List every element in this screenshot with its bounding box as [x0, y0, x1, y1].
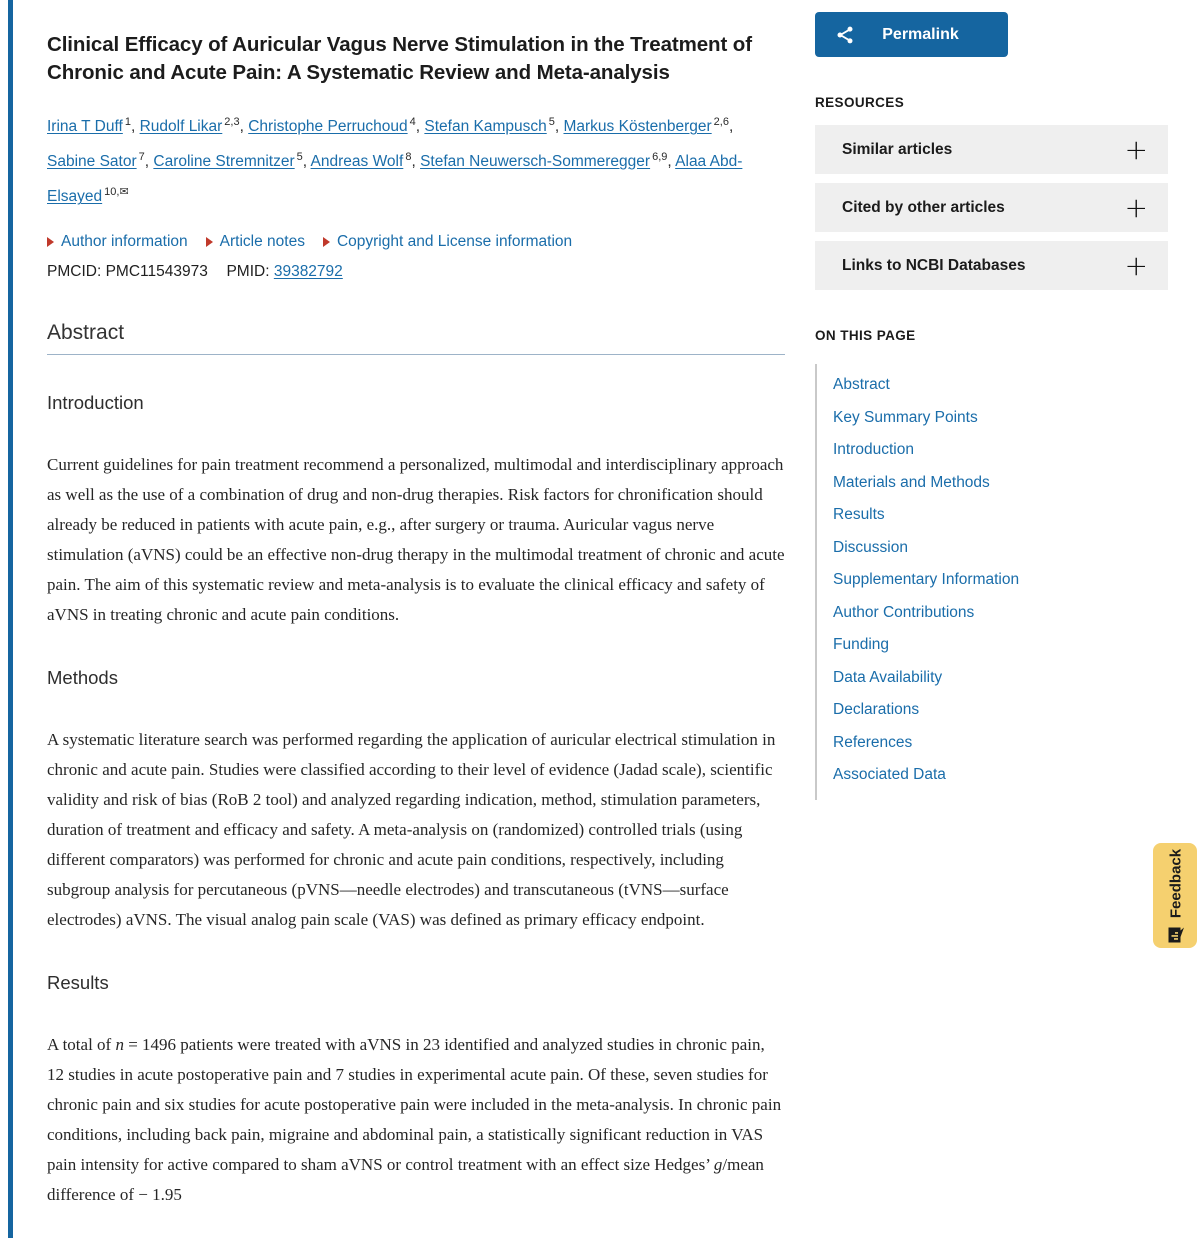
toc-link[interactable]: Declarations: [833, 701, 920, 718]
accordion-row[interactable]: [815, 241, 1168, 290]
plus-icon: +: [1124, 248, 1148, 282]
accordion-label: Similar articles: [842, 140, 953, 158]
author: [424, 118, 563, 135]
on-this-page-heading: ON THIS PAGE: [815, 328, 916, 343]
article-ids: [47, 263, 785, 281]
toc-link[interactable]: Discussion: [833, 538, 908, 556]
toc-item: [833, 532, 1168, 565]
author-link[interactable]: Caroline Stremnitzer: [153, 153, 295, 171]
abstract-section: [47, 667, 785, 935]
meta-link-label: Copyright and License information: [336, 233, 573, 251]
feedback-inner: [1153, 843, 1197, 948]
toc-link[interactable]: Author Contributions: [833, 603, 975, 621]
author-link[interactable]: Stefan Neuwersch-Sommeregger: [420, 153, 651, 171]
toc-link[interactable]: Materials and Methods: [833, 473, 990, 491]
meta-link[interactable]: [323, 233, 572, 251]
toc-link[interactable]: References: [833, 733, 913, 751]
toc-item: [833, 434, 1168, 467]
permalink-button[interactable]: [815, 12, 1008, 57]
section-heading: Results: [47, 972, 109, 994]
author-link[interactable]: Irina T Duff: [47, 118, 123, 136]
arrow-right-icon: [206, 237, 213, 247]
toc-link[interactable]: Key Summary Points: [833, 408, 978, 426]
arrow-right-icon: [323, 237, 330, 247]
permalink-label: Permalink: [882, 25, 959, 43]
left-accent-bar: [8, 0, 13, 1238]
author-link[interactable]: Alaa Abd-Elsayed: [47, 153, 743, 206]
toc-item: [833, 629, 1168, 662]
resources-accordions: [815, 125, 1168, 290]
section-paragraph: A systematic literature search was performed regarding the application of auricular electrical stimulation in chronic and acute pain. Studies were classified according to their level of evidence (Jadad scale), scientific validity and risk of bias (RoB 2 tool) and analyzed regarding indication, method, stimulation parameters, duration of treatment and efficacy and safety. A meta-analysis on (randomized) controlled trials (using different comparators) was performed for chronic and acute pain conditions, respectively, including subgroup analysis for percutaneous (pVNS—needle electrodes) and transcutaneous (tVNS—surface electrodes) aVNS. The visual analog pain scale (VAS) was defined as primary efficacy endpoint.: [47, 730, 776, 930]
toc-link[interactable]: Funding: [833, 636, 890, 653]
toc-item: [833, 694, 1168, 727]
abstract-sections: [47, 392, 785, 1210]
toc-item: [833, 597, 1168, 630]
author: [420, 153, 675, 170]
author: [47, 118, 140, 135]
author-affiliation-sup: 10,✉: [104, 186, 129, 199]
toc-item: [833, 467, 1168, 500]
meta-link[interactable]: [47, 233, 188, 251]
author-separator: ,: [411, 153, 421, 171]
author-affiliation-sup: 2,6: [713, 116, 729, 128]
toc-link[interactable]: Results: [833, 506, 885, 523]
author: [563, 118, 733, 135]
accordion-row[interactable]: [815, 183, 1168, 232]
author-separator: ,: [144, 153, 154, 171]
accordion-label: Cited by other articles: [842, 198, 1005, 216]
toc-item: [833, 727, 1168, 760]
author-affiliation-sup: 4: [409, 116, 416, 128]
toc-item: [833, 662, 1168, 695]
author-affiliation-sup: 8: [405, 151, 412, 164]
resources-heading: RESOURCES: [815, 95, 905, 110]
author: [47, 153, 153, 170]
toc-link[interactable]: Associated Data: [833, 766, 946, 783]
author-link[interactable]: Christophe Perruchoud: [248, 118, 408, 136]
feedback-bubble-icon: [1167, 926, 1184, 943]
author-link[interactable]: Andreas Wolf: [310, 153, 404, 171]
plus-icon: +: [1124, 190, 1148, 224]
author-link[interactable]: Markus Köstenberger: [563, 118, 712, 136]
section-paragraph: A total of n = 1496 patients were treated with aVNS in 23 identified and analyzed studies in chronic pain, 12 studies in acute postoperative pain and 7 studies in experimental acute pain. Of these, seven studies for chronic pain and six studies for acute postoperative pain were included in the meta-analysis. In chronic pain conditions, including back pain, migraine and abdominal pain, a statistically significant reduction in VAS pain intensity for active compared to sham aVNS or control treatment with an effect size Hedges’ g/mean difference of − 1.95: [47, 1035, 782, 1205]
article-main: [47, 0, 785, 1210]
toc-item: [833, 759, 1168, 792]
author-affiliation-sup: 6,9: [652, 151, 668, 164]
author-separator: ,: [554, 118, 564, 136]
toc-item: [833, 369, 1168, 402]
author-affiliation-sup: 1: [124, 116, 131, 128]
abstract-section: [47, 972, 785, 1210]
pmcid-value: PMC11543973: [105, 263, 208, 281]
author-affiliation-sup: 5: [548, 116, 555, 128]
author: [140, 118, 249, 135]
author-separator: ,: [239, 118, 249, 136]
accordion-label: Links to NCBI Databases: [842, 256, 1026, 274]
pmcid-label: PMCID:: [47, 263, 102, 281]
feedback-button[interactable]: [1153, 843, 1197, 948]
author-affiliation-sup: 5: [296, 151, 303, 164]
toc-link[interactable]: Introduction: [833, 441, 914, 458]
toc-link[interactable]: Data Availability: [833, 668, 943, 686]
author-separator: ,: [302, 153, 311, 171]
author-affiliation-sup: 7: [138, 151, 145, 164]
author-link[interactable]: Stefan Kampusch: [424, 118, 547, 136]
article-meta-links: [47, 233, 785, 251]
plus-icon: +: [1124, 132, 1148, 166]
author-link[interactable]: Rudolf Likar: [139, 118, 223, 136]
abstract-section: [47, 392, 785, 630]
author: [248, 118, 424, 135]
arrow-right-icon: [47, 237, 54, 247]
section-heading: Methods: [47, 667, 118, 689]
meta-link-label: Article notes: [219, 233, 305, 251]
author-separator: ,: [667, 153, 676, 171]
sidebar: [815, 0, 1168, 800]
author-separator: ,: [130, 118, 140, 136]
author: [153, 153, 310, 170]
author-separator: ,: [415, 118, 425, 136]
accordion-row[interactable]: [815, 125, 1168, 174]
feedback-label: Feedback: [1166, 848, 1184, 918]
author-separator: ,: [728, 118, 734, 136]
pmid-link[interactable]: 39382792: [273, 263, 343, 281]
section-paragraph: Current guidelines for pain treatment recommend a personalized, multimodal and interdisciplinary approach as well as the use of a combination of drug and non-drug therapies. Risk factors for chronification should already be reduced in patients with acute pain, e.g., after surgery or trauma. Auricular vagus nerve stimulation (aVNS) could be an effective non-drug therapy in the multimodal treatment of chronic and acute pain. The aim of this systematic review and meta-analysis is to evaluate the clinical efficacy and safety of aVNS in treating chronic and acute pain conditions.: [47, 455, 785, 625]
abstract-heading: Abstract: [47, 321, 785, 355]
meta-link-label: Author information: [61, 233, 188, 251]
meta-link[interactable]: [206, 233, 305, 251]
toc-item: [833, 402, 1168, 435]
toc-link[interactable]: Abstract: [833, 376, 890, 393]
toc-item: [833, 564, 1168, 597]
section-heading: Introduction: [47, 392, 144, 414]
author-link[interactable]: Sabine Sator: [47, 153, 137, 171]
on-this-page-nav: [815, 364, 1168, 800]
authors-line: [47, 107, 785, 212]
toc-item: [833, 499, 1168, 532]
share-icon: [835, 25, 855, 45]
author-affiliation-sup: 2,3: [224, 116, 240, 128]
author: [311, 153, 421, 170]
toc-link[interactable]: Supplementary Information: [833, 571, 1020, 588]
pmid-label: PMID:: [226, 263, 270, 281]
page-title: Clinical Efficacy of Auricular Vagus Nerve Stimulation in the Treatment of Chronic and Acute Pain: A Systematic Review and Meta-analysis: [47, 33, 752, 84]
